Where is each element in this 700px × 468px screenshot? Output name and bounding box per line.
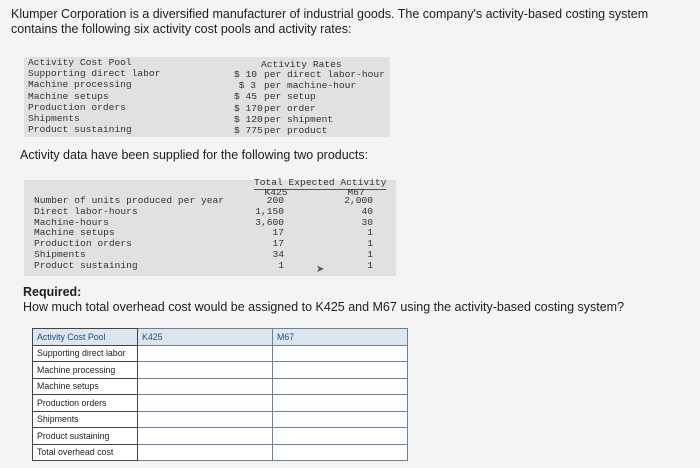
m67-input-cell[interactable] (273, 345, 408, 362)
answer-row-label: Machine processing (33, 362, 138, 379)
answer-row-label: Shipments (33, 411, 138, 428)
answer-header-pool: Activity Cost Pool (33, 329, 138, 346)
m67-total-input-cell[interactable] (273, 444, 408, 461)
activity-k425-values (244, 196, 284, 272)
activity-label: Machine-hours (34, 216, 109, 228)
rate-row (234, 69, 385, 80)
rate-row (234, 91, 385, 102)
question-text: How much total overhead cost would be assigned to K425 and M67 using the activity-based costing system? (23, 300, 625, 314)
required-section (23, 285, 624, 315)
activity-rates-table (24, 57, 390, 137)
rate-row (234, 103, 385, 114)
rates-value-column (234, 69, 385, 136)
activity-k-value: 3,600 (255, 216, 284, 228)
activity-m67-values (324, 196, 373, 272)
activity-m-value: 2,000 (344, 195, 373, 206)
activity-label: Product sustaining (34, 259, 138, 271)
activity-k-value: 34 (272, 248, 284, 260)
activity-k-value: 17 (272, 227, 284, 239)
activity-m-value: 1 (367, 259, 373, 271)
rates-pool-0: Supporting direct labor (28, 68, 161, 80)
rates-header-rate: Activity Rates (261, 59, 342, 70)
activity-k-value: 17 (272, 238, 284, 250)
answer-header-k425: K425 (138, 329, 273, 346)
required-label: Required: (23, 285, 82, 299)
problem-intro: Klumper Corporation is a diversified manufacturer of industrial goods. The company's activity-based costing system contains the following six activity cost pools and activity rates: (11, 7, 649, 36)
rate-row (234, 80, 385, 91)
rate-amount: $ 120 (234, 113, 263, 125)
activity-label-column (34, 196, 224, 272)
rate-amount: $ 170 (234, 102, 263, 114)
m67-input-cell[interactable] (273, 378, 408, 395)
answer-grid (32, 328, 408, 461)
answer-row (33, 378, 408, 395)
activity-header-title: Total Expected Activity (254, 177, 387, 188)
answer-row (33, 428, 408, 445)
rate-amount: $ 45 (234, 91, 258, 103)
answer-row (33, 362, 408, 379)
rate-amount: $ 10 (234, 69, 258, 80)
m67-input-cell[interactable] (273, 362, 408, 379)
activity-label: Direct labor-hours (34, 205, 138, 217)
rate-unit: per machine-hour (264, 80, 357, 92)
activity-m-value: 1 (367, 248, 373, 260)
activity-m-value: 1 (367, 238, 373, 250)
activity-data-intro: Activity data have been supplied for the following two products: (20, 148, 369, 162)
rate-row (234, 125, 385, 136)
rate-unit: per order (264, 102, 316, 114)
activity-col-k425: K425 (264, 187, 288, 198)
activity-col-m67: M67 (347, 187, 365, 198)
k425-input-cell[interactable] (138, 362, 273, 379)
activity-k-value: 200 (266, 195, 284, 206)
answer-row-label: Total overhead cost (33, 444, 138, 461)
answer-row (33, 411, 408, 428)
answer-header-row (33, 329, 408, 346)
activity-label: Number of units produced per year (34, 195, 224, 206)
answer-row (33, 345, 408, 362)
rates-pool-3: Production orders (28, 101, 126, 113)
answer-row-label: Product sustaining (33, 428, 138, 445)
rate-unit: per shipment (264, 113, 334, 125)
rate-unit: per setup (264, 91, 316, 103)
k425-input-cell[interactable] (138, 428, 273, 445)
m67-input-cell[interactable] (273, 428, 408, 445)
answer-header-m67: M67 (273, 329, 408, 346)
answer-row-label: Supporting direct labor (33, 345, 138, 362)
answer-row-label: Machine setups (33, 378, 138, 395)
answer-row (33, 395, 408, 412)
rates-pool-column (28, 57, 160, 135)
m67-input-cell[interactable] (273, 411, 408, 428)
k425-total-input-cell[interactable] (138, 444, 273, 461)
activity-m-value: 30 (361, 216, 373, 228)
mouse-cursor-icon: ➤ (316, 264, 325, 275)
rates-pool-1: Machine processing (28, 79, 132, 91)
rate-unit: per product (264, 125, 328, 137)
k425-input-cell[interactable] (138, 345, 273, 362)
activity-label: Machine setups (34, 227, 115, 239)
rate-amount: $ 775 (234, 125, 263, 137)
activity-m-value: 40 (361, 205, 373, 217)
answer-total-row (33, 444, 408, 461)
activity-m-value: 1 (367, 227, 373, 239)
k425-input-cell[interactable] (138, 378, 273, 395)
rates-pool-2: Machine setups (28, 90, 109, 102)
activity-label: Production orders (34, 238, 132, 250)
activity-label: Shipments (34, 248, 86, 260)
rates-header-pool: Activity Cost Pool (28, 57, 132, 68)
rate-row (234, 114, 385, 125)
activity-k-value: 1,150 (255, 205, 284, 217)
rate-unit: per direct labor-hour (264, 69, 385, 80)
rate-amount: $ 3 (238, 80, 256, 92)
m67-input-cell[interactable] (273, 395, 408, 412)
answer-row-label: Production orders (33, 395, 138, 412)
rates-pool-4: Shipments (28, 113, 80, 125)
k425-input-cell[interactable] (138, 411, 273, 428)
activity-data-table (24, 177, 396, 276)
activity-k-value: 1 (278, 259, 284, 271)
k425-input-cell[interactable] (138, 395, 273, 412)
rates-pool-5: Product sustaining (28, 124, 132, 136)
